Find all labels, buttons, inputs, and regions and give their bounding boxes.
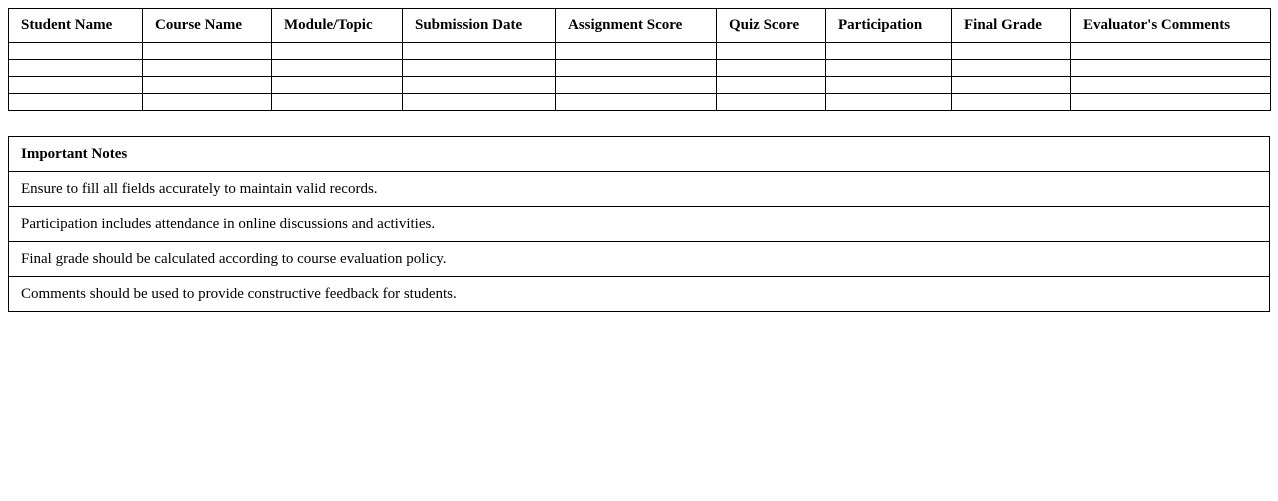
list-item [9, 207, 1270, 242]
table-cell[interactable] [717, 60, 826, 77]
table-cell[interactable] [952, 77, 1071, 94]
table-cell[interactable] [143, 77, 272, 94]
list-item [9, 242, 1270, 277]
table-cell[interactable] [952, 43, 1071, 60]
note-text: Comments should be used to provide constructive feedback for students. [9, 277, 1270, 312]
grading-table [8, 8, 1271, 111]
table-row [9, 43, 1271, 60]
table-cell[interactable] [952, 94, 1071, 111]
notes-title: Important Notes [9, 137, 1270, 172]
notes-header-row [9, 137, 1270, 172]
table-cell[interactable] [717, 77, 826, 94]
table-cell[interactable] [826, 43, 952, 60]
table-cell[interactable] [403, 77, 556, 94]
table-cell[interactable] [556, 77, 717, 94]
table-cell[interactable] [826, 94, 952, 111]
table-cell[interactable] [272, 60, 403, 77]
column-header-assignment-score: Assignment Score [556, 9, 717, 43]
column-header-evaluator-comments: Evaluator's Comments [1071, 9, 1271, 43]
column-header-student-name: Student Name [9, 9, 143, 43]
table-cell[interactable] [1071, 43, 1271, 60]
column-header-final-grade: Final Grade [952, 9, 1071, 43]
table-cell[interactable] [403, 60, 556, 77]
table-cell[interactable] [272, 94, 403, 111]
table-cell[interactable] [556, 43, 717, 60]
table-cell[interactable] [272, 43, 403, 60]
note-text: Final grade should be calculated according to course evaluation policy. [9, 242, 1270, 277]
table-cell[interactable] [826, 60, 952, 77]
list-item [9, 277, 1270, 312]
table-cell[interactable] [143, 43, 272, 60]
table-cell[interactable] [717, 94, 826, 111]
table-cell[interactable] [826, 77, 952, 94]
table-cell[interactable] [9, 60, 143, 77]
table-cell[interactable] [556, 94, 717, 111]
table-cell[interactable] [1071, 77, 1271, 94]
table-cell[interactable] [1071, 94, 1271, 111]
table-cell[interactable] [1071, 60, 1271, 77]
table-cell[interactable] [9, 77, 143, 94]
table-row [9, 94, 1271, 111]
column-header-participation: Participation [826, 9, 952, 43]
header-row [9, 9, 1271, 43]
note-text: Ensure to fill all fields accurately to maintain valid records. [9, 172, 1270, 207]
notes-table [8, 136, 1270, 312]
column-header-quiz-score: Quiz Score [717, 9, 826, 43]
column-header-course-name: Course Name [143, 9, 272, 43]
table-cell[interactable] [9, 43, 143, 60]
note-text: Participation includes attendance in online discussions and activities. [9, 207, 1270, 242]
table-cell[interactable] [556, 60, 717, 77]
table-cell[interactable] [403, 94, 556, 111]
column-header-module-topic: Module/Topic [272, 9, 403, 43]
table-cell[interactable] [717, 43, 826, 60]
table-cell[interactable] [143, 94, 272, 111]
column-header-submission-date: Submission Date [403, 9, 556, 43]
table-row [9, 60, 1271, 77]
list-item [9, 172, 1270, 207]
table-cell[interactable] [403, 43, 556, 60]
table-cell[interactable] [272, 77, 403, 94]
table-row [9, 77, 1271, 94]
table-cell[interactable] [143, 60, 272, 77]
table-cell[interactable] [9, 94, 143, 111]
page-content [8, 8, 1270, 312]
table-cell[interactable] [952, 60, 1071, 77]
